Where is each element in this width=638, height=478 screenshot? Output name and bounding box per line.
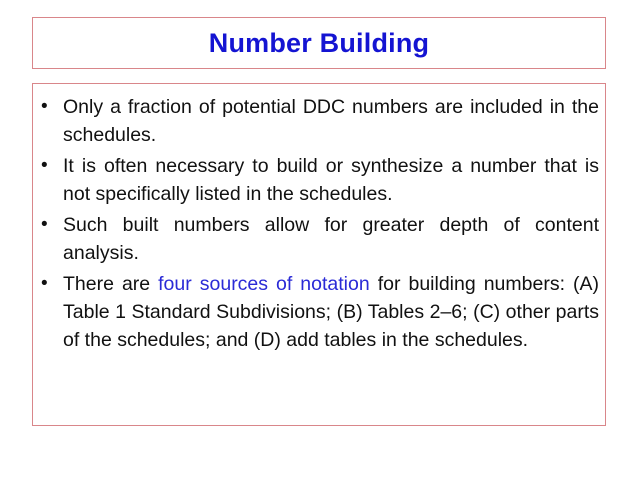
bullet-icon: • [41,214,48,235]
bullet-text: Only a fraction of potential DDC numbers are included in the schedules. [63,96,599,146]
bullet-item [41,152,599,208]
bullet-text-before: There are [63,273,159,295]
bullet-icon: • [41,155,48,176]
bullet-text: It is often necessary to build or synthesize a number that is not specifically listed in the schedules. [63,155,599,205]
bullet-item [41,211,599,267]
bullet-icon: • [41,96,48,117]
bullet-icon: • [41,273,48,294]
bullet-text-after: for building numbers: (A) Table 1 Standard Subdivisions; (B) Tables 2–6; (C) other parts of the schedules; and (D) add tables in the schedules. [63,273,599,351]
content-box [32,83,606,426]
bullet-item [41,270,599,354]
bullet-text: Such built numbers allow for greater depth of content analysis. [63,214,599,264]
highlight-text: four sources of notation [158,273,370,295]
title-box [32,17,606,69]
bullet-item [41,93,599,149]
bullet-list [41,93,599,354]
slide-title: Number Building [208,27,430,58]
